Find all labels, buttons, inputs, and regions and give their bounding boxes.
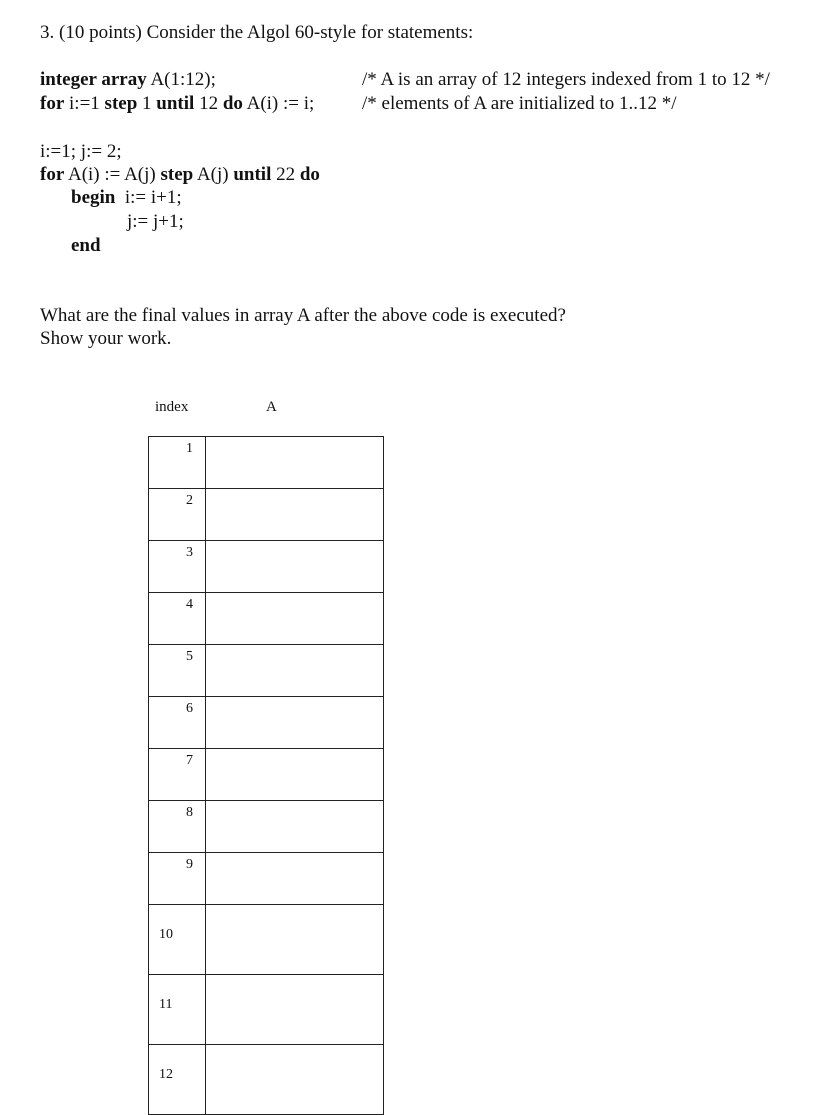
code-text: i:= i+1; xyxy=(115,187,182,208)
keyword-until: until xyxy=(156,93,195,114)
keyword-step: step xyxy=(104,93,138,114)
index-cell: 9 xyxy=(149,853,206,905)
index-cell: 2 xyxy=(149,489,206,541)
index-cell: 8 xyxy=(149,801,206,853)
question-title: (10 points) Consider the Algol 60-style for statements: xyxy=(59,22,474,43)
index-cell: 6 xyxy=(149,697,206,749)
table-row xyxy=(149,437,384,489)
code-text: A(i) := A(j) xyxy=(64,164,161,185)
answer-cell[interactable] xyxy=(206,437,384,489)
table-row xyxy=(149,975,384,1045)
answer-table xyxy=(148,436,384,1115)
index-cell: 4 xyxy=(149,593,206,645)
code-for-line xyxy=(40,164,320,186)
comment-array: /* A is an array of 12 integers indexed from 1 to 12 */ xyxy=(362,69,770,90)
code-text: A(j) xyxy=(193,164,234,185)
keyword-integer-array: integer array xyxy=(40,69,147,90)
table-row xyxy=(149,1045,384,1115)
table-row xyxy=(149,697,384,749)
table-row xyxy=(149,801,384,853)
question-heading xyxy=(40,22,473,44)
table-row xyxy=(149,749,384,801)
answer-cell[interactable] xyxy=(206,593,384,645)
table-row xyxy=(149,853,384,905)
code-text: A(i) := i; xyxy=(242,93,315,114)
table-header-index: index xyxy=(155,399,189,415)
table-row xyxy=(149,905,384,975)
index-cell: 1 xyxy=(149,437,206,489)
keyword-step: step xyxy=(160,164,194,185)
table-row xyxy=(149,489,384,541)
code-text: 1 xyxy=(137,93,157,114)
keyword-until: until xyxy=(233,164,272,185)
answer-cell[interactable] xyxy=(206,749,384,801)
index-cell: 10 xyxy=(149,905,206,975)
comment-init: /* elements of A are initialized to 1..12 */ xyxy=(362,93,677,114)
answer-cell[interactable] xyxy=(206,801,384,853)
code-text: 22 xyxy=(271,164,300,185)
index-cell: 7 xyxy=(149,749,206,801)
answer-cell[interactable] xyxy=(206,541,384,593)
index-cell: 11 xyxy=(149,975,206,1045)
keyword-for: for xyxy=(40,164,65,185)
answer-cell[interactable] xyxy=(206,645,384,697)
keyword-for: for xyxy=(40,93,65,114)
code-init-line: i:=1; j:= 2; xyxy=(40,141,122,162)
code-begin-line xyxy=(71,187,182,209)
table-row xyxy=(149,593,384,645)
prompt-question: What are the final values in array A after the above code is executed? xyxy=(40,305,566,326)
declaration-line-1 xyxy=(40,69,216,91)
keyword-begin: begin xyxy=(71,187,116,208)
declaration-line-2 xyxy=(40,93,314,115)
answer-cell[interactable] xyxy=(206,697,384,749)
table-row xyxy=(149,645,384,697)
index-cell: 5 xyxy=(149,645,206,697)
table-header-a: A xyxy=(266,399,277,415)
code-text: i:=1 xyxy=(64,93,105,114)
declaration-array-text: A(1:12); xyxy=(146,69,216,90)
answer-cell[interactable] xyxy=(206,489,384,541)
answer-cell[interactable] xyxy=(206,853,384,905)
keyword-do: do xyxy=(299,164,320,185)
question-number: 3. xyxy=(40,22,55,43)
code-text: 12 xyxy=(194,93,223,114)
code-j-increment-line: j:= j+1; xyxy=(127,211,184,232)
keyword-do: do xyxy=(222,93,243,114)
index-cell: 3 xyxy=(149,541,206,593)
answer-cell[interactable] xyxy=(206,975,384,1045)
index-cell: 12 xyxy=(149,1045,206,1115)
keyword-end: end xyxy=(71,235,101,256)
table-row xyxy=(149,541,384,593)
answer-cell[interactable] xyxy=(206,1045,384,1115)
answer-cell[interactable] xyxy=(206,905,384,975)
prompt-instruction: Show your work. xyxy=(40,328,172,349)
